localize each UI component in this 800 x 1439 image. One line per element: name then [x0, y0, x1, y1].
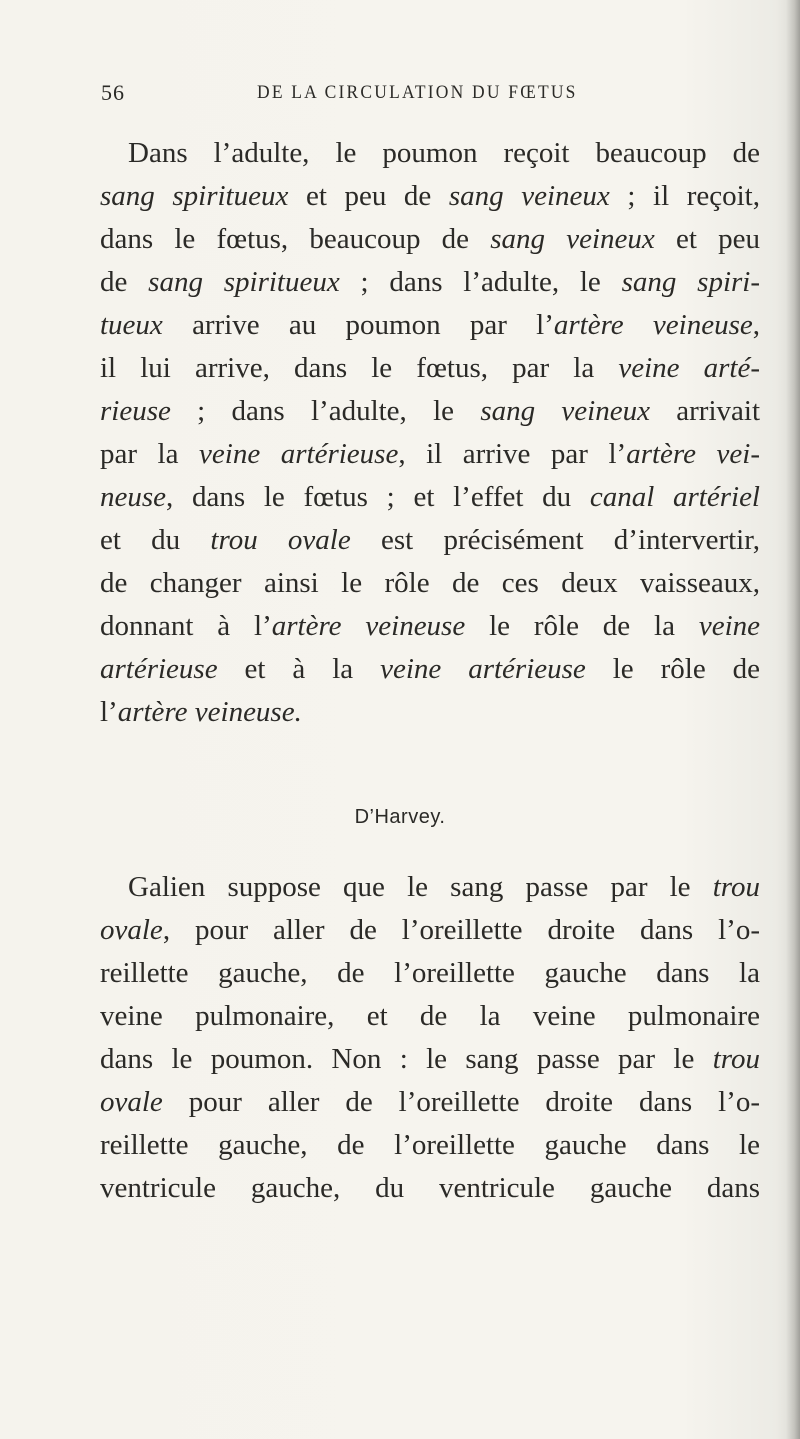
text-line: Dans l’adulte, le poumon reçoit beaucoup de [128, 137, 760, 169]
text-line: tueux arrive au poumon par l’artère veineuse, [100, 309, 761, 341]
text-line: neuse, dans le fœtus ; et l’effet du canal artériel [100, 481, 760, 513]
paragraph-1 [100, 132, 760, 734]
text-line: ovale pour aller de l’oreillette droite dans l’o- [100, 1086, 760, 1118]
text-line: rieuse ; dans l’adulte, le sang veineux arrivait [100, 395, 760, 427]
text-line: il lui arrive, dans le fœtus, par la veine arté- [100, 352, 760, 384]
text-line: veine pulmonaire, et de la veine pulmonaire [100, 1000, 760, 1032]
text-line: reillette gauche, de l’oreillette gauche dans la [100, 957, 760, 989]
text-line: donnant à l’artère veineuse le rôle de la veine [100, 610, 760, 642]
page-number: 56 [101, 80, 125, 105]
text-line: de changer ainsi le rôle de ces deux vaisseaux, [100, 567, 760, 599]
paragraph-2 [100, 866, 760, 1210]
text-line: dans le poumon. Non : le sang passe par le trou [100, 1043, 760, 1075]
text-line: par la veine artérieuse, il arrive par l’artère vei- [100, 438, 760, 470]
text-line: dans le fœtus, beaucoup de sang veineux et peu [100, 223, 760, 255]
running-title: DE LA CIRCULATION DU FŒTUS [257, 82, 578, 103]
text-line: ventricule gauche, du ventricule gauche dans [100, 1172, 760, 1204]
text-line: ovale, pour aller de l’oreillette droite dans l’o- [100, 914, 760, 946]
attribution: D’Harvey. [354, 806, 446, 828]
page-edge-shadow [786, 0, 800, 1439]
text-line: reillette gauche, de l’oreillette gauche dans le [100, 1129, 760, 1161]
text-line: artérieuse et à la veine artérieuse le rôle de [100, 653, 761, 685]
text-line: de sang spiritueux ; dans l’adulte, le sang spiri- [100, 266, 761, 298]
text-line: Galien suppose que le sang passe par le trou [128, 871, 760, 903]
text-line: sang spiritueux et peu de sang veineux ; il reçoit, [100, 180, 760, 212]
text-line: et du trou ovale est précisément d’intervertir, [100, 524, 760, 556]
running-head [101, 80, 741, 120]
text-line: l’artère veineuse. [100, 696, 302, 728]
